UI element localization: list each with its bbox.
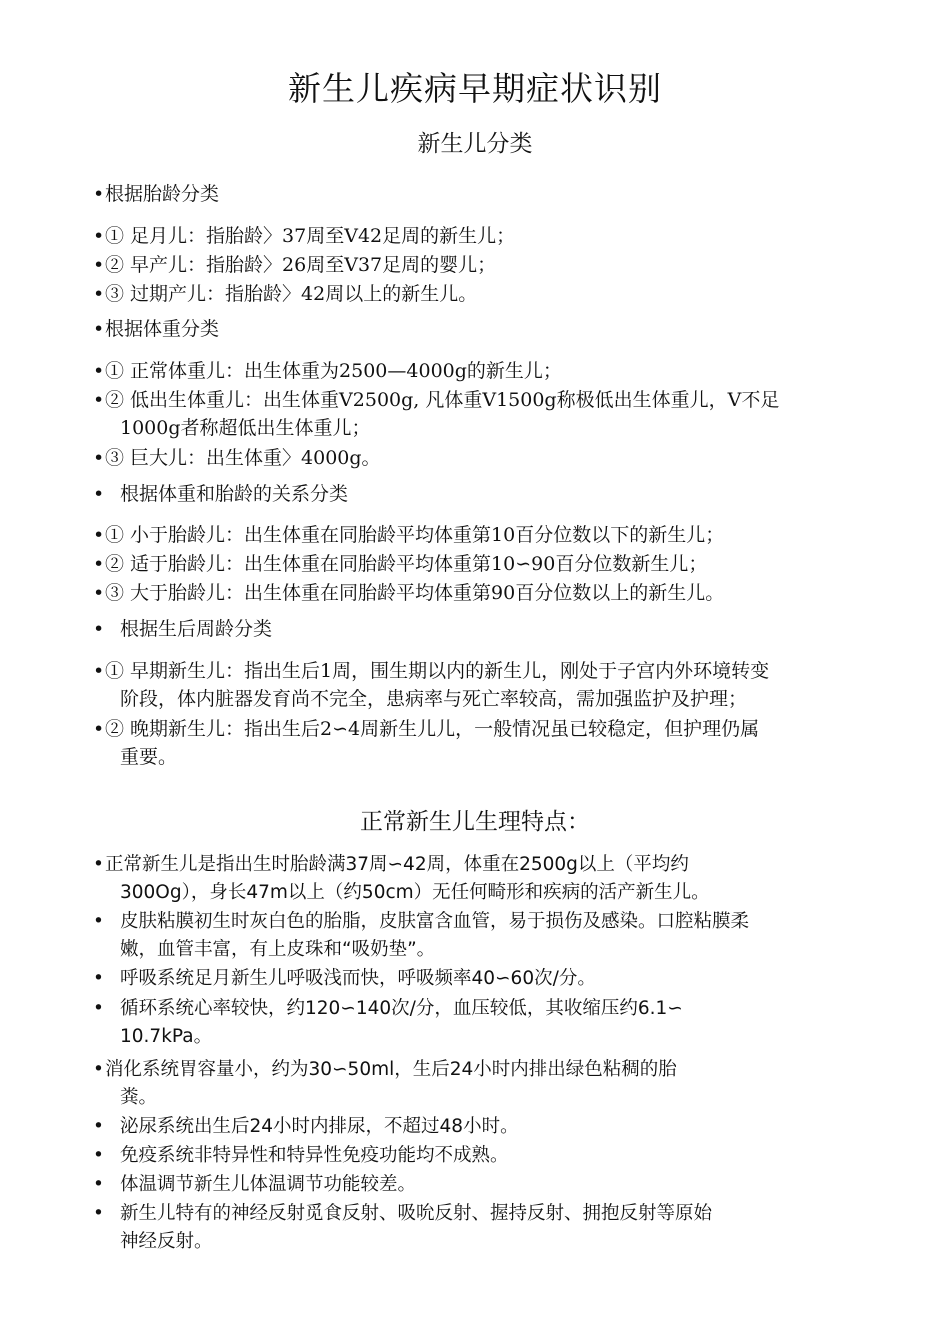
list-item-preterm: •② 早产儿：指胎龄〉26周至V37足周的婴儿； [93, 254, 497, 276]
list-item-low-weight: •② 低出生体重儿：出生体重V2500g, 凡体重V1500g称极低出生体重儿，V不足 1000g者称超低出生体重儿； [93, 389, 780, 439]
group-label-gestational-age: •根据胎龄分类 [93, 180, 913, 208]
group-label-weight-and-age: • 根据体重和胎龄的关系分类 [93, 483, 349, 505]
section-heading-physiology: 正常新生儿生理特点： [360, 809, 590, 835]
list-item-circulatory: • 循环系统心率较快，约120∽140次/分，血压较低，其收缩压约6.1∽ 10.7kPa。 [93, 998, 683, 1047]
list-item-urinary: • 泌尿系统出生后24小时内排尿，不超过48小时。 [93, 1116, 519, 1137]
list-item-respiratory: • 呼吸系统足月新生儿呼吸浅而快，呼吸频率40∽60次/分。 [93, 968, 596, 989]
group-label-postnatal-weeks: • 根据生后周龄分类 [93, 618, 273, 640]
list-item-reflexes: • 新生儿特有的神经反射觅食反射、吸吮反射、握持反射、拥抱反射等原始 神经反射。 [93, 1203, 713, 1252]
list-item-large-for-age: •③ 大于胎龄儿：出生体重在同胎龄平均体重第90百分位数以上的新生儿。 [93, 582, 725, 604]
bullet: • [93, 183, 105, 205]
list-item-skin: • 皮肤粘膜初生时灰白色的胎脂，皮肤富含血管，易于损伤及感染。口腔粘膜柔 嫩，血管丰富，有上皮珠和“吸奶垫”。 [93, 911, 750, 960]
list-item-post-term: •③ 过期产儿：指胎龄〉42周以上的新生儿。 [93, 283, 478, 305]
list-item-normal-weight: •① 正常体重儿：出生体重为2500—4000g的新生儿； [93, 360, 562, 382]
list-item-temperature: • 体温调节新生儿体温调节功能较差。 [93, 1174, 417, 1195]
list-item-immune: • 免疫系统非特异性和特异性免疫功能均不成熟。 [93, 1145, 509, 1166]
group-label-weight: •根据体重分类 [93, 318, 220, 340]
document-title: 新生儿疾病早期症状识别 [288, 69, 662, 108]
section-heading-classification: 新生儿分类 [417, 131, 533, 157]
list-item-early-neonate: •① 早期新生儿：指出生后1周，围生期以内的新生儿，刚处于子宫内外环境转变 阶段，体内脏器发育尚不完全，患病率与死亡率较高，需加强监护及护理； [93, 660, 770, 710]
list-item-small-for-age: •① 小于胎龄儿：出生体重在同胎龄平均体重第10百分位数以下的新生儿； [93, 524, 725, 546]
list-item-definition: •正常新生儿是指出生时胎龄满37周∽42周，体重在2500g以上（平均约 300Og），身长47m以上（约50cm）无任何畸形和疾病的活产新生儿。 [93, 854, 710, 903]
list-item-digestive: •消化系统胃容量小，约为30∽50ml，生后24小时内排出绿色粘稠的胎 粪。 [93, 1059, 677, 1108]
list-item-late-neonate: •② 晚期新生儿：指出生后2∽4周新生儿儿，一般情况虽已较稳定，但护理仍属 重要。 [93, 718, 760, 768]
list-item-appropriate-for-age: •② 适于胎龄儿：出生体重在同胎龄平均体重第10∽90百分位数新生儿； [93, 553, 708, 575]
list-item-macrosomia: •③ 巨大儿：出生体重〉4000g。 [93, 447, 381, 469]
list-item-full-term: •① 足月儿：指胎龄〉37周至V42足周的新生儿； [93, 225, 516, 247]
